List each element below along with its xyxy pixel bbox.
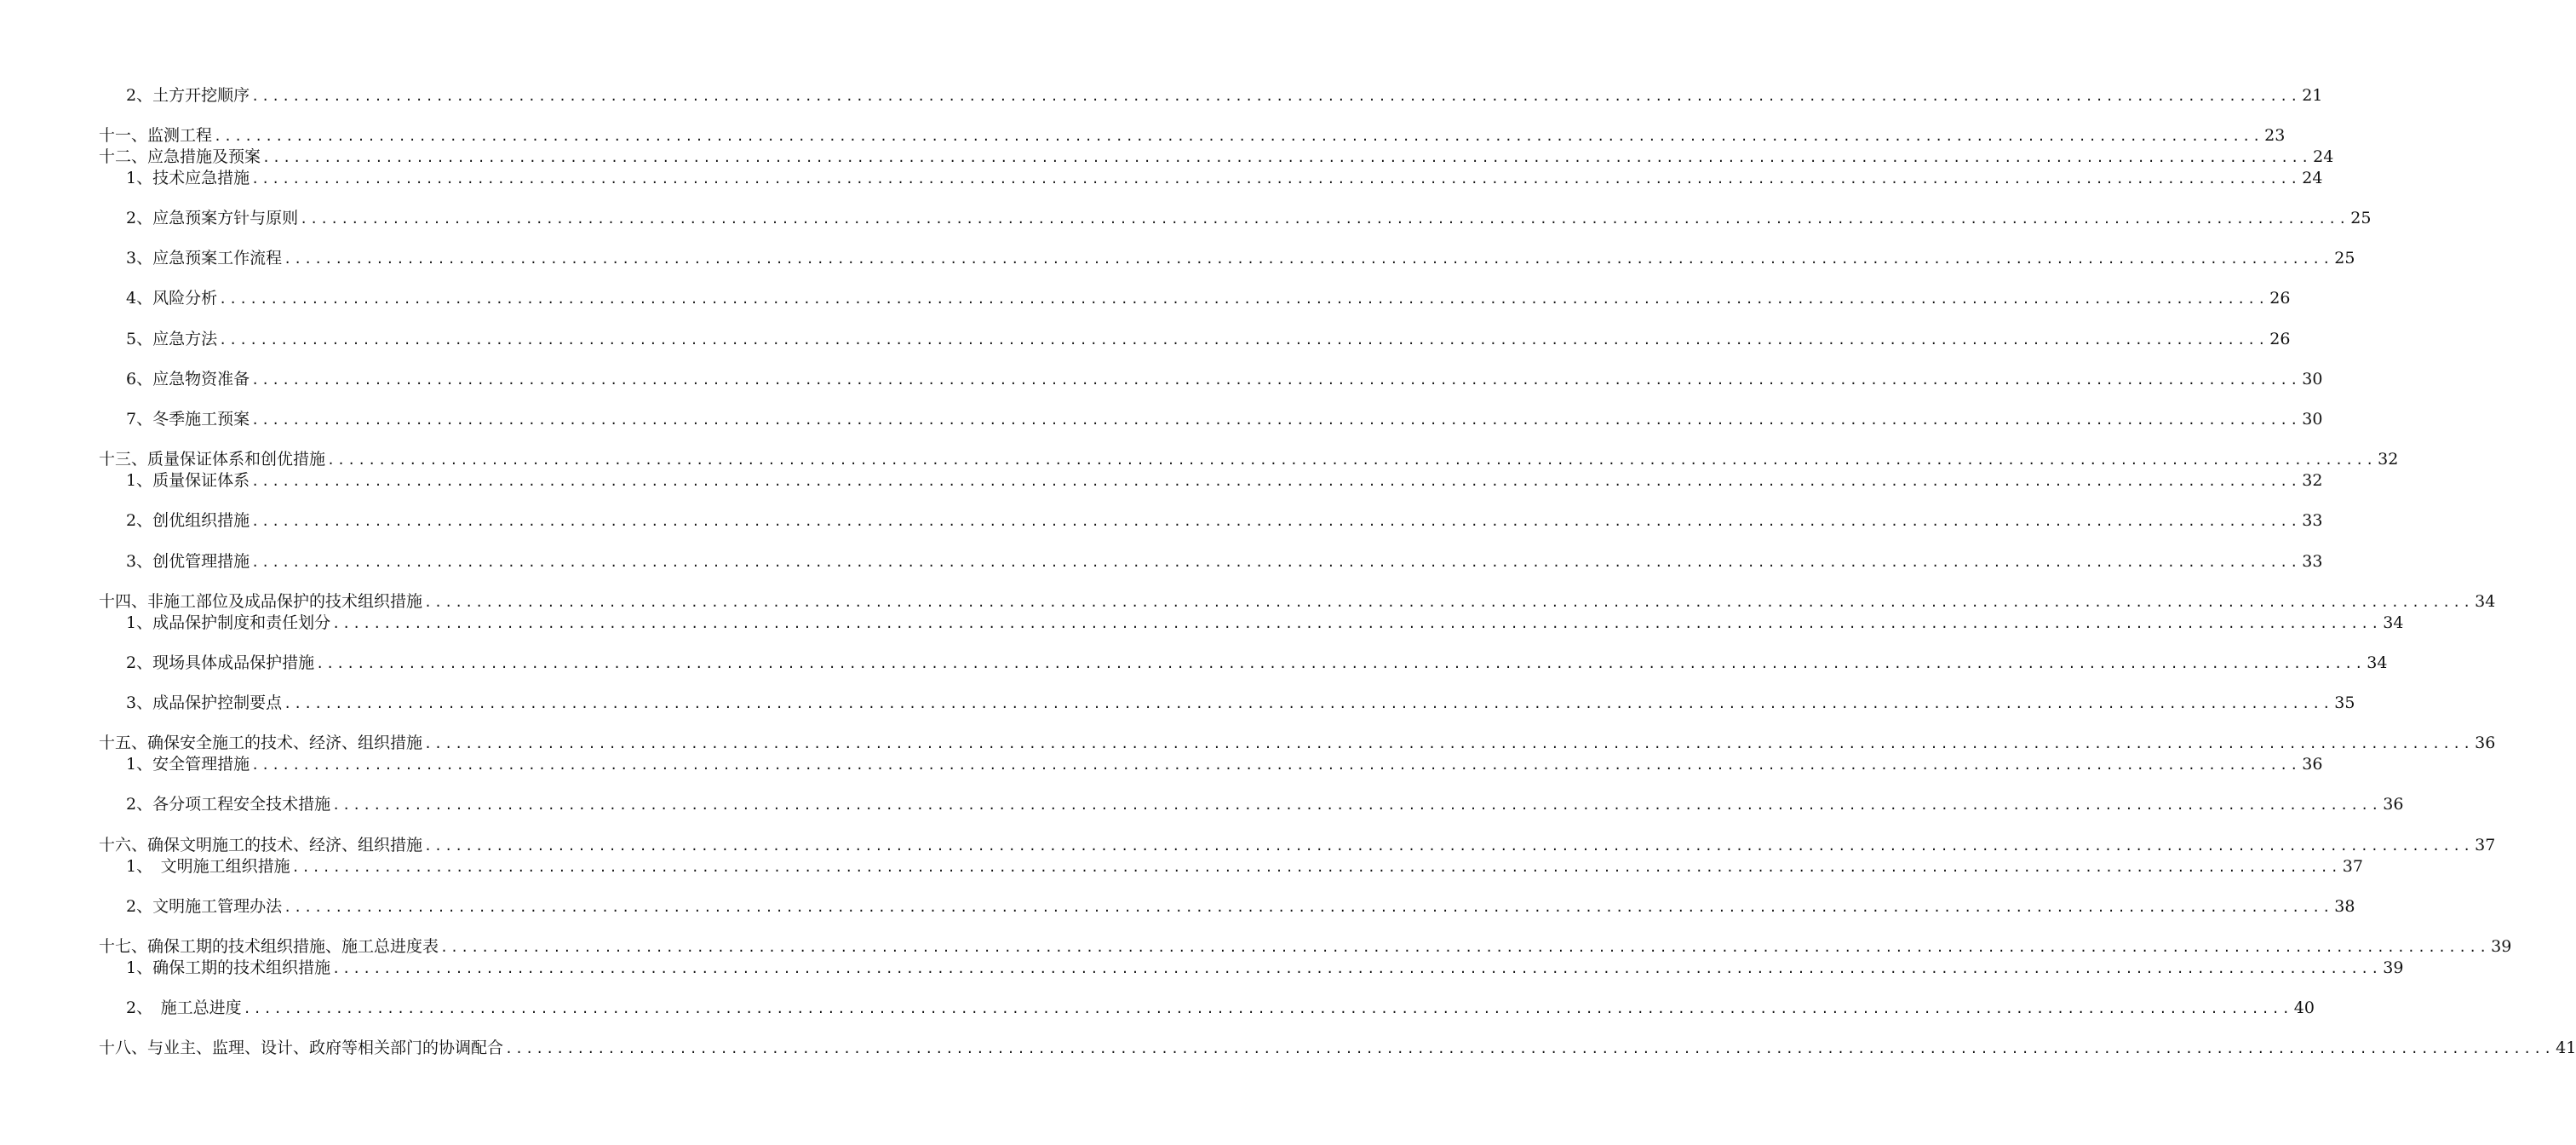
- toc-entry-title: 1、确保工期的技术组织措施: [126, 958, 331, 977]
- toc-dot-leader: ........................................................................................................................................................................................................: [214, 129, 2263, 144]
- toc-dot-leader: ........................................................................................................................................................................................................: [440, 940, 2490, 955]
- toc-entry[interactable]: [126, 248, 2355, 269]
- toc-entry-page: 39: [2491, 937, 2512, 956]
- toc-entry-title: 1、质量保证体系: [126, 471, 250, 490]
- toc-entry-page: 36: [2302, 755, 2323, 774]
- toc-dot-leader: ........................................................................................................................................................................................................: [332, 797, 2382, 813]
- toc-dot-leader: ........................................................................................................................................................................................................: [332, 616, 2382, 631]
- toc-entry-title: 十六、确保文明施工的技术、经济、组织措施: [99, 836, 423, 854]
- toc-dot-leader: ........................................................................................................................................................................................................: [262, 150, 2312, 165]
- toc-entry-page: 41: [2556, 1039, 2576, 1057]
- toc-dot-leader: ........................................................................................................................................................................................................: [251, 555, 2301, 570]
- toc-dot-leader: ........................................................................................................................................................................................................: [424, 736, 2474, 751]
- toc-entry[interactable]: [126, 896, 2355, 918]
- toc-entry[interactable]: [126, 551, 2323, 572]
- toc-dot-leader: ........................................................................................................................................................................................................: [327, 452, 2377, 468]
- toc-dot-leader: ........................................................................................................................................................................................................: [251, 514, 2301, 529]
- toc-entry-page: 30: [2302, 370, 2323, 388]
- toc-entry-page: 39: [2383, 958, 2404, 977]
- toc-entry-title: 1、技术应急措施: [126, 169, 250, 187]
- toc-entry-title: 1、安全管理措施: [126, 755, 250, 774]
- toc-entry-page: 21: [2302, 86, 2323, 105]
- toc-dot-leader: ........................................................................................................................................................................................................: [291, 860, 2341, 875]
- toc-dot-leader: ........................................................................................................................................................................................................: [284, 251, 2333, 267]
- toc-entry-page: 30: [2302, 410, 2323, 429]
- toc-entry[interactable]: [126, 794, 2404, 815]
- toc-dot-leader: ........................................................................................................................................................................................................: [219, 332, 2269, 348]
- toc-entry-title: 十八、与业主、监理、设计、政府等相关部门的协调配合: [99, 1039, 504, 1057]
- toc-entry-page: 26: [2269, 330, 2291, 348]
- toc-entry[interactable]: [126, 510, 2323, 532]
- toc-entry-page: 37: [2475, 836, 2496, 854]
- toc-entry[interactable]: [99, 591, 2496, 613]
- toc-entry-title: 3、成品保护控制要点: [126, 693, 283, 712]
- toc-entry[interactable]: [99, 835, 2496, 856]
- toc-dot-leader: ........................................................................................................................................................................................................: [424, 595, 2474, 610]
- toc-entry-title: 2、土方开挖顺序: [126, 86, 250, 105]
- toc-entry-page: 35: [2334, 693, 2355, 712]
- toc-entry-title: 3、应急预案工作流程: [126, 249, 283, 268]
- toc-entry-page: 32: [2378, 450, 2399, 469]
- toc-dot-leader: ........................................................................................................................................................................................................: [251, 474, 2301, 489]
- toc-entry[interactable]: [126, 958, 2404, 979]
- toc-entry[interactable]: [99, 733, 2496, 754]
- toc-entry[interactable]: [126, 470, 2323, 492]
- toc-entry-title: 2、各分项工程安全技术措施: [126, 795, 331, 814]
- toc-entry-title: 1、 文明施工组织措施: [126, 857, 290, 876]
- toc-entry-title: 十五、确保安全施工的技术、经济、组织措施: [99, 734, 423, 752]
- toc-entry-page: 34: [2383, 613, 2404, 632]
- toc-entry-title: 十一、监测工程: [99, 126, 213, 145]
- toc-entry-page: 40: [2293, 998, 2315, 1017]
- toc-entry[interactable]: [126, 856, 2363, 877]
- toc-entry-title: 十四、非施工部位及成品保护的技术组织措施: [99, 592, 423, 611]
- toc-entry[interactable]: [126, 409, 2323, 430]
- toc-entry[interactable]: [126, 288, 2291, 309]
- toc-dot-leader: ........................................................................................................................................................................................................: [284, 900, 2333, 915]
- toc-entry[interactable]: [126, 168, 2323, 189]
- toc-entry-page: 32: [2302, 471, 2323, 490]
- toc-entry[interactable]: [126, 85, 2323, 106]
- toc-dot-leader: ........................................................................................................................................................................................................: [505, 1041, 2555, 1056]
- toc-entry-title: 7、冬季施工预案: [126, 410, 250, 429]
- toc-dot-leader: ........................................................................................................................................................................................................: [219, 291, 2269, 307]
- toc-entry[interactable]: [99, 449, 2399, 470]
- toc-entry[interactable]: [126, 998, 2315, 1019]
- toc-dot-leader: ........................................................................................................................................................................................................: [284, 696, 2333, 711]
- toc-entry-title: 十三、质量保证体系和创优措施: [99, 450, 326, 469]
- toc-entry-title: 4、风险分析: [126, 289, 218, 308]
- toc-entry-page: 34: [2367, 653, 2388, 672]
- toc-entry-page: 24: [2313, 147, 2334, 166]
- toc-entry-title: 十七、确保工期的技术组织措施、施工总进度表: [99, 937, 439, 956]
- toc-entry-title: 十二、应急措施及预案: [99, 147, 261, 166]
- toc-entry-page: 36: [2383, 795, 2404, 814]
- toc-entry-title: 2、应急预案方针与原则: [126, 209, 299, 227]
- toc-entry-page: 25: [2350, 209, 2372, 227]
- toc-entry-title: 2、文明施工管理办法: [126, 897, 283, 916]
- toc-entry-title: 1、成品保护制度和责任划分: [126, 613, 331, 632]
- toc-dot-leader: ........................................................................................................................................................................................................: [251, 412, 2301, 428]
- toc-entry[interactable]: [126, 754, 2323, 775]
- toc-dot-leader: ........................................................................................................................................................................................................: [300, 211, 2349, 227]
- toc-entry[interactable]: [99, 147, 2334, 168]
- toc-entry-page: 26: [2269, 289, 2291, 308]
- toc-dot-leader: ........................................................................................................................................................................................................: [316, 656, 2366, 671]
- toc-entry[interactable]: [99, 125, 2286, 147]
- toc-entry-page: 33: [2302, 552, 2323, 571]
- toc-dot-leader: ........................................................................................................................................................................................................: [424, 838, 2474, 854]
- toc-entry[interactable]: [126, 208, 2372, 229]
- toc-entry[interactable]: [99, 936, 2512, 958]
- toc-entry-page: 25: [2334, 249, 2355, 268]
- toc-entry[interactable]: [126, 693, 2355, 714]
- toc-entry-title: 2、 施工总进度: [126, 998, 242, 1017]
- toc-dot-leader: ........................................................................................................................................................................................................: [251, 757, 2301, 773]
- toc-dot-leader: ........................................................................................................................................................................................................: [251, 171, 2301, 187]
- toc-entry[interactable]: [126, 369, 2323, 390]
- toc-entry-title: 6、应急物资准备: [126, 370, 250, 388]
- toc-entry-page: 36: [2475, 734, 2496, 752]
- toc-entry-title: 5、应急方法: [126, 330, 218, 348]
- toc-entry-page: 37: [2342, 857, 2363, 876]
- toc-entry-title: 2、创优组织措施: [126, 511, 250, 530]
- toc-entry[interactable]: [99, 1038, 2576, 1059]
- toc-entry-page: 38: [2334, 897, 2355, 916]
- toc-entry-page: 24: [2302, 169, 2323, 187]
- toc-entry[interactable]: [126, 613, 2404, 634]
- toc-entry-page: 34: [2475, 592, 2496, 611]
- toc-dot-leader: ........................................................................................................................................................................................................: [243, 1001, 2292, 1016]
- toc-entry-page: 23: [2264, 126, 2286, 145]
- toc-entry-page: 33: [2302, 511, 2323, 530]
- toc-dot-leader: ........................................................................................................................................................................................................: [251, 89, 2301, 104]
- toc-entry-title: 2、现场具体成品保护措施: [126, 653, 315, 672]
- toc-entry[interactable]: [126, 329, 2291, 350]
- toc-dot-leader: ........................................................................................................................................................................................................: [332, 961, 2382, 976]
- toc-entry[interactable]: [126, 653, 2388, 674]
- toc-dot-leader: ........................................................................................................................................................................................................: [251, 372, 2301, 388]
- toc-entry-title: 3、创优管理措施: [126, 552, 250, 571]
